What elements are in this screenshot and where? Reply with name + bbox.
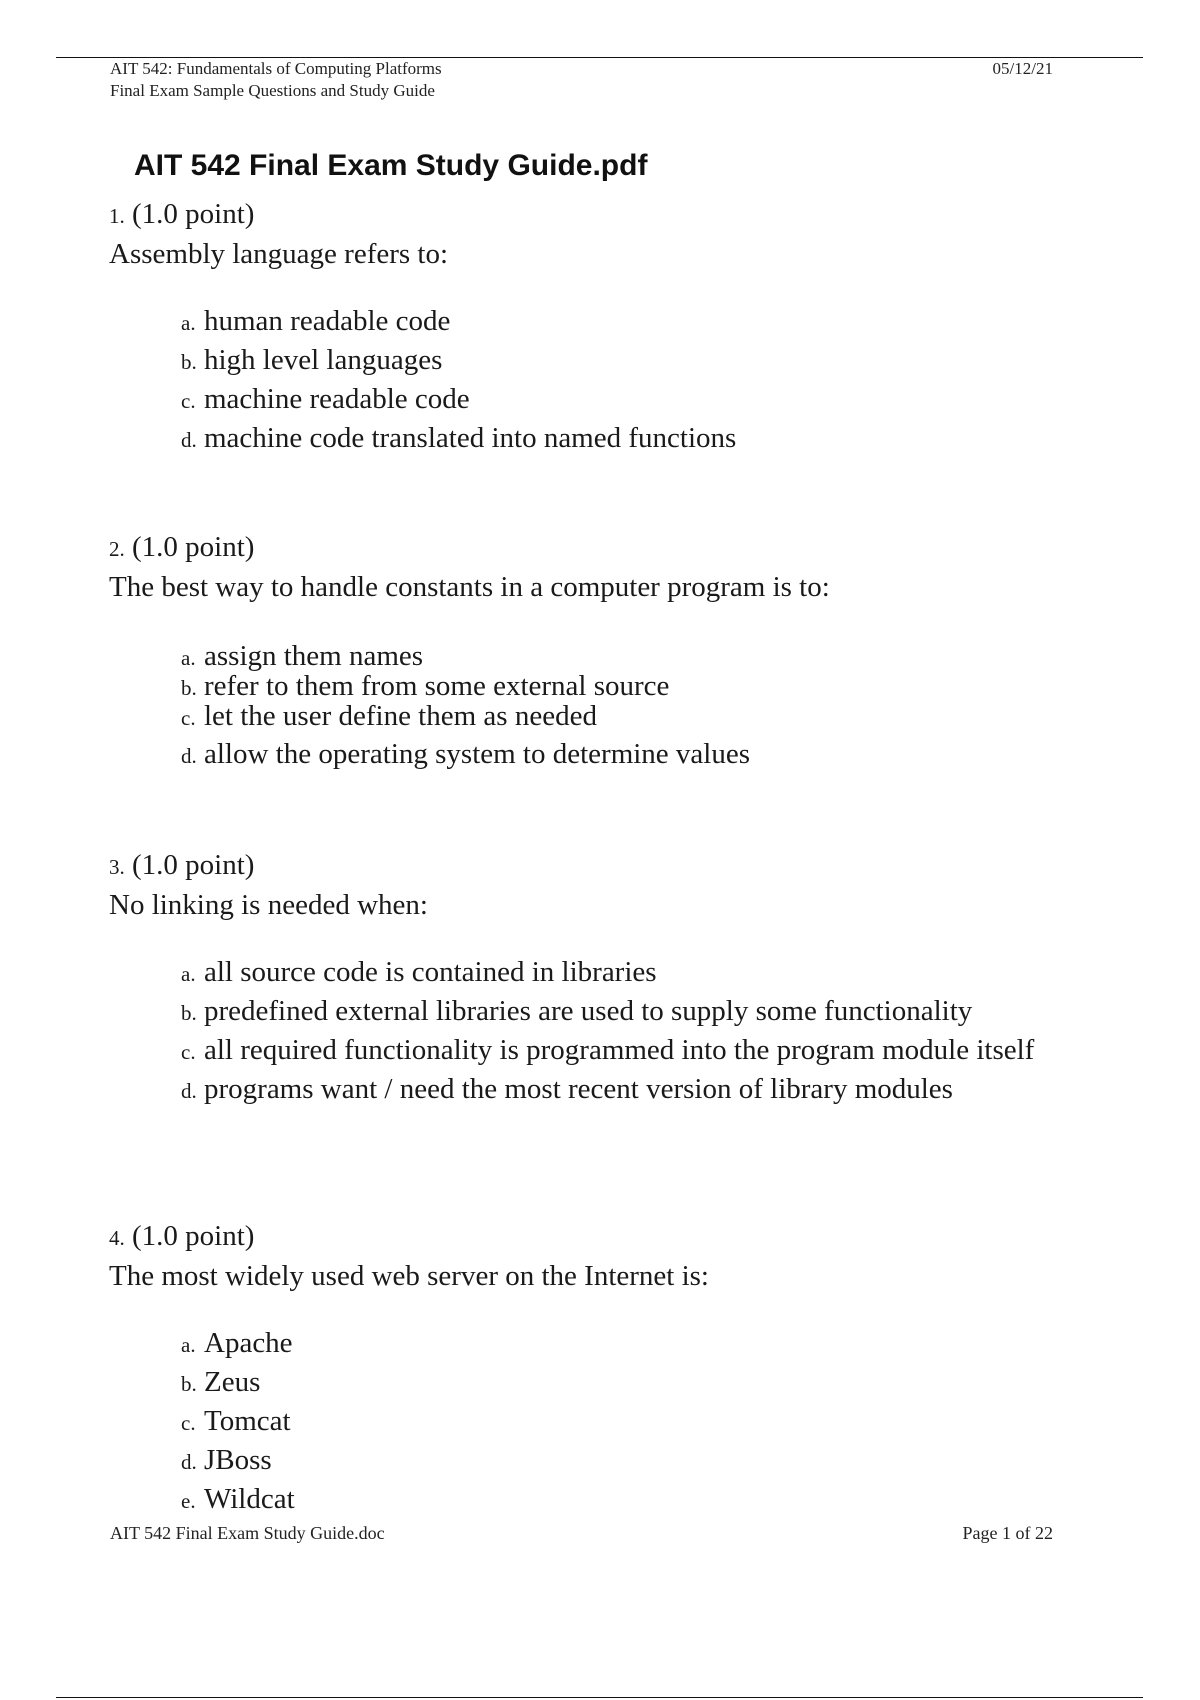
option-text: allow the operating system to determine values [204, 738, 751, 770]
footer-rule [56, 1697, 1143, 1698]
page-header [110, 58, 1053, 102]
option-letter: d. [181, 1450, 197, 1474]
answer-option-b [181, 672, 1071, 702]
option-letter: d. [181, 744, 197, 768]
answer-option-c [181, 381, 1071, 420]
question-number: 1. [109, 204, 125, 228]
question-text: No linking is needed when: [109, 889, 428, 921]
question-4 [109, 1217, 1069, 1515]
option-text: human readable code [204, 305, 451, 337]
option-text: predefined external libraries are used to supply some functionality [204, 995, 973, 1027]
option-text: refer to them from some external source [204, 670, 670, 702]
question-3 [109, 846, 1069, 1105]
question-number: 2. [109, 537, 125, 561]
option-text: machine readable code [204, 383, 470, 415]
option-letter: b. [181, 1372, 197, 1396]
question-header [109, 846, 1069, 886]
answer-option-c [181, 1032, 1071, 1071]
answer-options [181, 303, 1071, 459]
answer-option-b [181, 1364, 1071, 1403]
question-header [109, 528, 1069, 568]
option-letter: a. [181, 962, 196, 986]
option-letter: a. [181, 646, 196, 670]
answer-options [181, 642, 1071, 778]
option-letter: c. [181, 1411, 196, 1435]
answer-option-a [181, 954, 1071, 993]
option-letter: c. [181, 706, 196, 730]
option-text: Zeus [204, 1366, 261, 1398]
option-text: let the user define them as needed [204, 700, 597, 732]
answer-option-a [181, 642, 1071, 672]
answer-option-a [181, 1325, 1071, 1364]
option-letter: b. [181, 1001, 197, 1025]
question-text: Assembly language refers to: [109, 238, 449, 270]
page-number: Page 1 of 22 [962, 1523, 1053, 1543]
question-header [109, 195, 1069, 235]
option-letter: c. [181, 1040, 196, 1064]
option-text: JBoss [204, 1444, 272, 1476]
answer-option-d [181, 732, 1071, 778]
option-letter: b. [181, 350, 197, 374]
option-letter: e. [181, 1489, 196, 1513]
option-text: Tomcat [204, 1405, 291, 1437]
question-points: (1.0 point) [132, 531, 255, 563]
option-text: Wildcat [204, 1483, 295, 1515]
header-course: AIT 542: Fundamentals of Computing Platforms [110, 59, 442, 78]
option-letter: c. [181, 389, 196, 413]
answer-option-a [181, 303, 1071, 342]
answer-option-b [181, 342, 1071, 381]
header-date: 05/12/21 [992, 59, 1053, 78]
answer-option-e [181, 1481, 1071, 1520]
question-number: 4. [109, 1226, 125, 1250]
answer-options [181, 954, 1071, 1110]
option-text: high level languages [204, 344, 443, 376]
answer-options [181, 1325, 1071, 1520]
question-points: (1.0 point) [132, 198, 255, 230]
option-letter: b. [181, 676, 197, 700]
header-subtitle: Final Exam Sample Questions and Study Guide [110, 81, 435, 100]
question-points: (1.0 point) [132, 1220, 255, 1252]
page-footer [110, 1521, 1053, 1545]
question-header [109, 1217, 1069, 1257]
question-2 [109, 528, 1069, 770]
question-points: (1.0 point) [132, 849, 255, 881]
answer-option-d [181, 420, 1071, 459]
answer-option-c [181, 702, 1071, 732]
question-text: The best way to handle constants in a computer program is to: [109, 571, 830, 603]
option-letter: a. [181, 1333, 196, 1357]
option-text: machine code translated into named functions [204, 422, 737, 454]
option-letter: d. [181, 1079, 197, 1103]
answer-option-b [181, 993, 1071, 1032]
option-text: programs want / need the most recent version of library modules [204, 1073, 953, 1105]
answer-option-d [181, 1442, 1071, 1481]
option-letter: d. [181, 428, 197, 452]
option-text: assign them names [204, 640, 424, 672]
question-number: 3. [109, 855, 125, 879]
option-letter: a. [181, 311, 196, 335]
option-text: all required functionality is programmed into the program module itself [204, 1034, 1035, 1066]
option-text: all source code is contained in libraries [204, 956, 657, 988]
question-1 [109, 195, 1069, 454]
answer-option-c [181, 1403, 1071, 1442]
footer-filename: AIT 542 Final Exam Study Guide.doc [110, 1523, 385, 1543]
answer-option-d [181, 1071, 1071, 1110]
document-title: AIT 542 Final Exam Study Guide.pdf [134, 149, 648, 182]
option-text: Apache [204, 1327, 293, 1359]
question-text: The most widely used web server on the Internet is: [109, 1260, 709, 1292]
